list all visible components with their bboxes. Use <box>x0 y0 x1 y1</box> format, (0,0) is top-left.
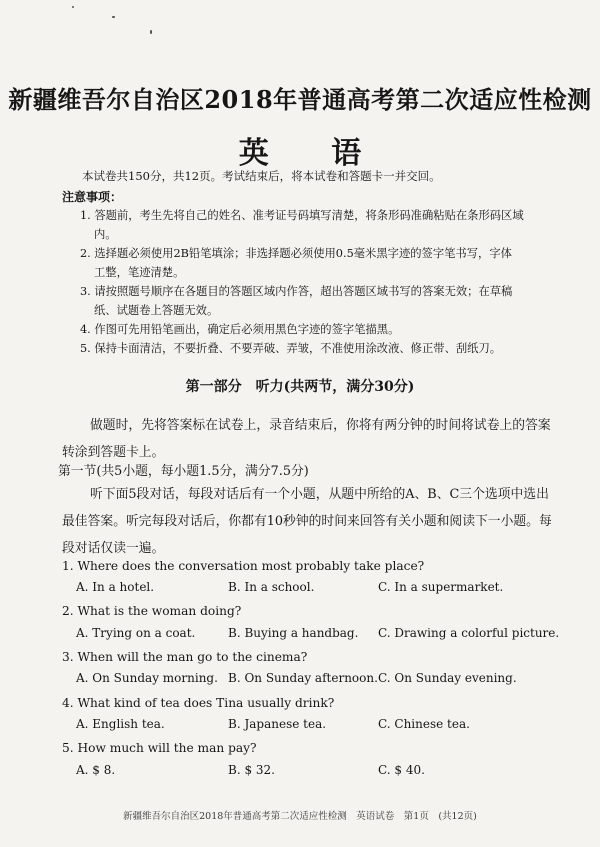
option-c: C. Drawing a colorful picture. <box>378 626 560 640</box>
option-b: B. On Sunday afternoon. <box>228 671 378 685</box>
option-a: A. $ 8. <box>76 763 116 777</box>
notice-line: 1. 答题前，考生先将自己的姓名、准考证号码填写清楚，将条形码准确粘贴在条形码区域 <box>80 209 524 222</box>
option-b: B. $ 32. <box>228 763 275 777</box>
notice-item <box>80 339 560 358</box>
option-c: C. In a supermarket. <box>378 580 504 594</box>
part1-instruction: 做题时，先将答案标在试卷上，录音结束后，你将有两分钟的时间将试卷上的答案转涂到答题卡上。 <box>62 418 551 460</box>
option-b: B. Buying a handbag. <box>228 626 359 640</box>
option-b: B. In a school. <box>228 580 315 594</box>
notice-line-cont: 内。 <box>94 228 117 241</box>
notice-line: 2. 选择题必须使用2B铅笔填涂；非选择题必须使用0.5毫米黑字迹的签字笔书写，字体 <box>80 247 512 260</box>
question-stem: 1. Where does the conversation most probably take place? <box>62 559 425 573</box>
exam-intro: 本试卷共150分，共12页。考试结束后，将本试卷和答题卡一并交回。 <box>82 169 441 183</box>
option-a: A. On Sunday morning. <box>76 671 218 685</box>
notice-line-cont: 工整，笔迹清楚。 <box>94 266 185 279</box>
option-a: A. In a hotel. <box>76 580 155 594</box>
option-b: B. Japanese tea. <box>228 717 327 731</box>
notice-line-cont: 纸、试题卷上答题无效。 <box>94 304 219 317</box>
question-stem: 5. How much will the man pay? <box>62 741 257 755</box>
notice-line: 5. 保持卡面清洁，不要折叠、不要弄破、弄皱，不准使用涂改液、修正带、刮纸刀。 <box>80 342 502 355</box>
option-a: A. English tea. <box>76 717 165 731</box>
notice-line: 4. 作图可先用铅笔画出，确定后必须用黑色字迹的签字笔描黑。 <box>80 323 400 336</box>
question-stem: 3. When will the man go to the cinema? <box>62 650 308 664</box>
scan-speck <box>72 6 74 8</box>
notice-item <box>80 282 560 320</box>
question-stem: 4. What kind of tea does Tina usually drink? <box>62 696 335 710</box>
question-stem: 2. What is the woman doing? <box>62 604 242 618</box>
option-c: C. Chinese tea. <box>378 717 470 731</box>
exam-title: 新疆维吾尔自治区2018年普通高考第二次适应性检测 <box>8 85 592 114</box>
option-c: C. $ 40. <box>378 763 425 777</box>
option-c: C. On Sunday evening. <box>378 671 517 685</box>
page-footer: 新疆维吾尔自治区2018年普通高考第二次适应性检测 英语试卷 第1页 (共12页) <box>123 811 477 822</box>
option-a: A. Trying on a coat. <box>76 626 196 640</box>
notice-item <box>80 244 560 282</box>
section1-instruction: 听下面5段对话，每段对话后有一个小题，从题中所给的A、B、C三个选项中选出最佳答案。听完每段对话后，你都有10秒钟的时间来回答有关小题和阅读下一小题。每段对话仅读一遍。 <box>62 487 552 556</box>
notice-item <box>80 320 560 339</box>
section1-heading: 第一节(共5小题，每小题1.5分，满分7.5分) <box>58 464 309 479</box>
scan-speck <box>150 30 152 34</box>
notice-item <box>80 206 560 244</box>
notice-title: 注意事项： <box>62 190 123 204</box>
notice-line: 3. 请按照题号顺序在各题目的答题区域内作答，超出答题区域书写的答案无效；在草稿 <box>80 285 513 298</box>
part1-heading: 第一部分 听力(共两节，满分30分) <box>185 379 415 395</box>
subject-title: 英 语 <box>238 136 388 171</box>
scan-speck <box>112 16 115 18</box>
